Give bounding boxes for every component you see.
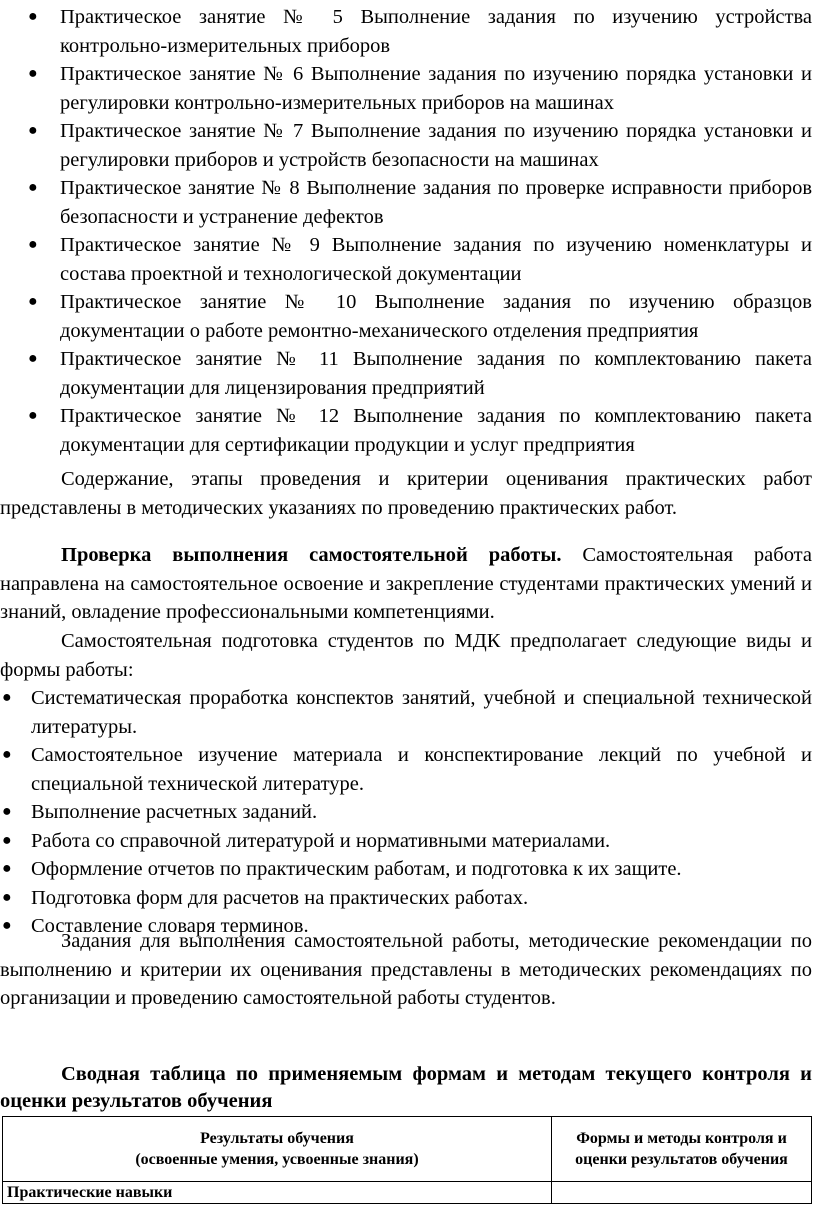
practical-lessons-list xyxy=(0,3,812,459)
self-work-list xyxy=(0,684,812,941)
bullet-icon: ● xyxy=(2,888,12,906)
content-paragraph: Содержание, этапы проведения и критерии оценивания практических работ представлены в методических указаниях по проведению практических работ. xyxy=(0,468,812,519)
summary-table-title: Сводная таблица по применяемым формам и методам текущего контроля и оценки результатов обучения xyxy=(0,1063,812,1112)
bullet-icon: ● xyxy=(28,236,38,253)
bullet-icon: ● xyxy=(2,860,12,877)
table-cell: Практические навыки xyxy=(3,1182,552,1204)
summary-table xyxy=(2,1116,812,1204)
list-item: ● Практическое занятие № 6 Выполнение задания по изучению порядка установки и регулировки контрольно-измерительных приборов на машинах xyxy=(0,60,812,117)
list-item: ● Работа со справочной литературой и нормативными материалами. xyxy=(0,827,812,856)
bullet-icon: ● xyxy=(28,65,38,82)
list-item: ● Практическое занятие № 7 Выполнение задания по изучению порядка установки и регулировки приборов и устройств безопасности на машинах xyxy=(0,117,812,174)
check-paragraph xyxy=(0,541,812,627)
bullet-icon: ● xyxy=(28,407,38,424)
table-row xyxy=(3,1182,812,1204)
self-intro-paragraph: Самостоятельная подготовка студентов по МДК предполагает следующие виды и формы работы: xyxy=(0,630,812,681)
list-item: ● Выполнение расчетных заданий. xyxy=(0,798,812,827)
check-text: Самостоятельная работа направлена на самостоятельное освоение и закрепление студентами практических умений и знаний, овладение профессиональными компетенциями. xyxy=(0,544,812,623)
list-item: ● Самостоятельное изучение материала и конспектирование лекций по учебной и специальной технической литературе. xyxy=(0,741,812,798)
list-item: ● Практическое занятие № 8 Выполнение задания по проверке исправности приборов безопасности и устранение дефектов xyxy=(0,174,812,231)
bullet-icon: ● xyxy=(2,803,12,820)
bullet-icon: ● xyxy=(2,917,12,934)
list-item: ● Практическое занятие № 5 Выполнение задания по изучению устройства контрольно-измерительных приборов xyxy=(0,3,812,60)
bullet-icon: ● xyxy=(28,122,38,139)
bullet-icon: ● xyxy=(28,8,38,25)
bullet-icon: ● xyxy=(2,746,12,763)
list-item: ● Практическое занятие № 10 Выполнение задания по изучению образцов документации о работе ремонтно-механического отделения предприятия xyxy=(0,288,812,345)
table-cell xyxy=(552,1182,812,1204)
list-item: ● Практическое занятие № 9 Выполнение задания по изучению номенклатуры и состава проектной и технологической документации xyxy=(0,231,812,288)
header-cell-methods: Формы и методы контроля и оценки результатов обучения xyxy=(552,1117,812,1182)
header-cell-results: Результаты обучения (освоенные умения, усвоенные знания) xyxy=(3,1117,552,1182)
bullet-icon: ● xyxy=(28,350,38,367)
table-header-row xyxy=(3,1117,812,1182)
list-item: ● Практическое занятие № 11 Выполнение задания по комплектованию пакета документации для лицензирования предприятий xyxy=(0,345,812,402)
bullet-icon: ● xyxy=(28,179,38,196)
bullet-icon: ● xyxy=(2,689,12,706)
list-item: ● Подготовка форм для расчетов на практических работах. xyxy=(0,884,812,913)
tasks-paragraph: Задания для выполнения самостоятельной работы, методические рекомендации по выполнению и критерии их оценивания представлены в методических рекомендациях по организации и проведению самостоятельной работы студентов. xyxy=(0,930,812,1009)
check-heading: Проверка выполнения самостоятельной работы. xyxy=(61,544,562,566)
list-item: ● Систематическая проработка конспектов занятий, учебной и специальной технической литературы. xyxy=(0,684,812,741)
bullet-icon: ● xyxy=(2,831,12,849)
list-item: ● Составление словаря терминов. xyxy=(0,912,812,941)
bullet-icon: ● xyxy=(28,293,38,310)
list-item: ● Оформление отчетов по практическим работам, и подготовка к их защите. xyxy=(0,855,812,884)
list-item: ● Практическое занятие № 12 Выполнение задания по комплектованию пакета документации для сертификации продукции и услуг предприятия xyxy=(0,402,812,459)
